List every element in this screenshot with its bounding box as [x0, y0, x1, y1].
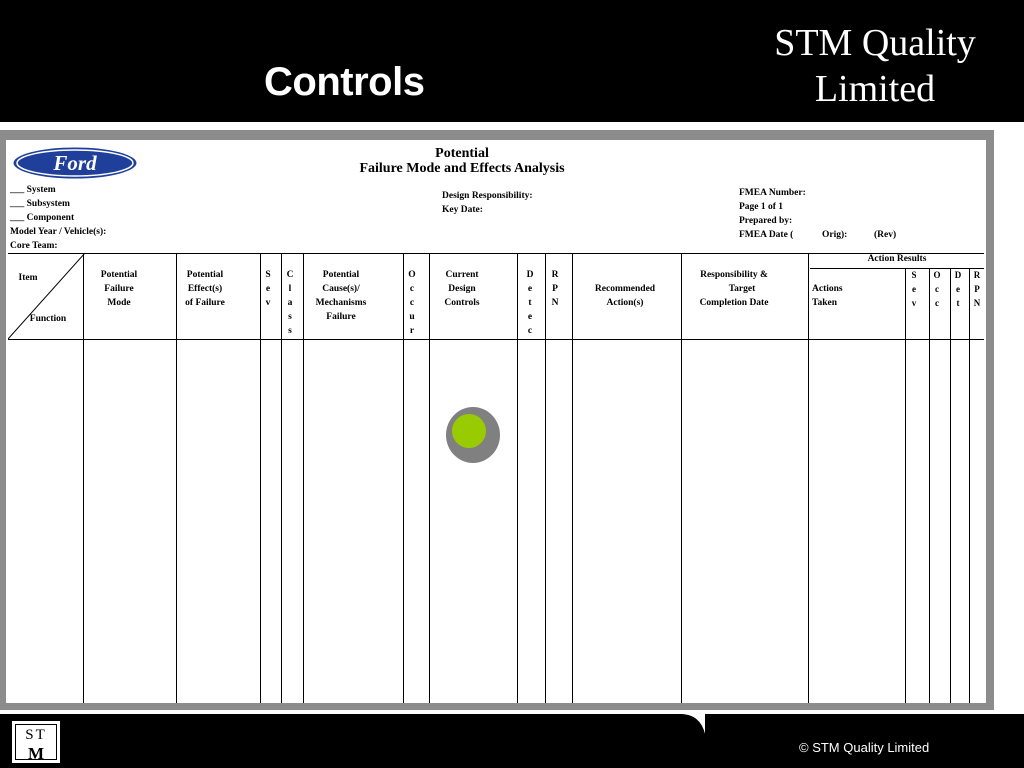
copyright-text: © STM Quality Limited — [799, 740, 930, 755]
col-divider — [572, 253, 573, 703]
header-left-fields — [10, 183, 106, 253]
slide-title: Controls — [264, 60, 425, 104]
ar-occ-header: O c c — [933, 270, 941, 308]
col-divider — [260, 253, 261, 703]
header-mid-fields — [442, 189, 533, 217]
ford-logo-text: Ford — [53, 151, 97, 175]
stm-logo-top: ST — [25, 727, 47, 743]
class-header: C l a s s — [286, 270, 294, 336]
brand-line-2: Limited — [814, 68, 936, 110]
header-right-fields — [739, 186, 897, 242]
col-divider — [403, 253, 404, 703]
form-title: Potential — [435, 146, 489, 161]
brand-line-1: STM Quality — [774, 22, 976, 64]
col-divider — [83, 253, 84, 703]
failure-mode-header: Potential Failure Mode — [100, 270, 138, 308]
item-function-diagonal — [8, 253, 86, 339]
form-subtitle: Failure Mode and Effects Analysis — [359, 161, 565, 176]
col-divider — [905, 268, 906, 703]
stm-logo-bottom: M — [27, 744, 45, 763]
prepared-by-field: Prepared by: — [739, 216, 793, 226]
rpn-header: R P N — [551, 270, 559, 308]
effects-header: Potential Effect(s) of Failure — [185, 270, 225, 308]
stm-logo — [12, 721, 60, 763]
page-field: Page 1 of 1 — [739, 202, 784, 212]
action-results-header: Action Results — [867, 254, 927, 264]
actions-taken-header: Actions Taken — [812, 284, 843, 308]
col-divider — [681, 253, 682, 703]
col-divider — [545, 253, 546, 703]
occur-header: O c c u r — [408, 270, 416, 336]
ar-det-header: D e t — [954, 270, 962, 308]
sev-header: S e v — [265, 270, 271, 308]
fmea-date-rev: (Rev) — [874, 230, 897, 240]
item-header: Item — [18, 273, 38, 283]
ar-rpn-header: R P N — [973, 270, 981, 308]
col-divider — [176, 253, 177, 703]
ar-sev-header: S e v — [911, 270, 917, 308]
recommended-actions-header: Recommended Action(s) — [594, 284, 656, 308]
controls-header: Current Design Controls — [444, 270, 480, 308]
col-divider — [808, 253, 809, 703]
cause-header: Potential Cause(s)/ Mechanisms Failure — [315, 270, 367, 322]
col-divider — [429, 253, 430, 703]
core-team-field: Core Team: — [10, 241, 58, 251]
key-date-field: Key Date: — [442, 205, 483, 215]
table-header-bottom-line — [8, 339, 984, 340]
col-divider — [929, 268, 930, 703]
fmea-number-field: FMEA Number: — [739, 188, 806, 198]
function-header: Function — [29, 314, 67, 324]
col-divider — [950, 268, 951, 703]
fmea-date-field — [739, 228, 897, 242]
fmea-date-orig: Orig): — [822, 230, 848, 240]
fmea-date-label: FMEA Date ( — [739, 230, 794, 240]
col-divider — [281, 253, 282, 703]
system-field: ___ System — [10, 185, 56, 195]
responsibility-header: Responsibility & Target Completion Date — [699, 270, 769, 308]
ford-logo — [12, 146, 138, 180]
col-divider — [517, 253, 518, 703]
detec-header: D e t e c — [526, 270, 534, 336]
brand-name — [740, 20, 1010, 112]
subsystem-field: ___ Subsystem — [10, 199, 70, 209]
component-field: ___ Component — [10, 213, 75, 223]
model-year-field: Model Year / Vehicle(s): — [10, 227, 107, 237]
design-responsibility-field: Design Responsibility: — [442, 191, 533, 201]
col-divider — [969, 268, 970, 703]
highlight-marker-icon — [443, 404, 501, 464]
